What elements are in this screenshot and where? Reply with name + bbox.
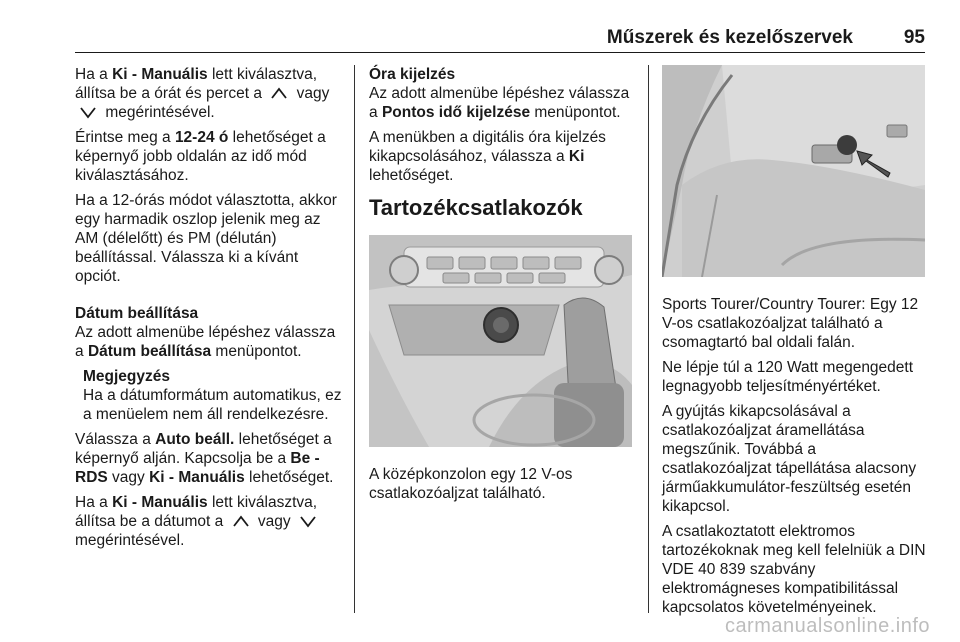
- paragraph: Az adott almenübe lépéshez válassza a Pontos idő kijelzése menüpontot.: [369, 85, 630, 121]
- paragraph: Az adott almenübe lépéshez válassza a Dátum beállítása menüpontot.: [75, 324, 336, 360]
- note-heading: Megjegyzés: [83, 368, 171, 385]
- column-divider: [648, 65, 649, 613]
- note-box: [75, 367, 343, 424]
- paragraph: Válassza a Auto beáll. lehetőséget a képernyő alján. Kapcsolja be a Be - RDS vagy Ki - Manuális lehetőséget.: [75, 431, 334, 486]
- column-right: [662, 65, 928, 623]
- console-socket-image: [369, 235, 632, 447]
- paragraph: Ha a Ki - Manuális lett kiválasztva, állítsa be a dátumot a vagy megérintésével.: [75, 494, 318, 549]
- note-text: Ha a dátumformátum automatikus, ez a menüelem nem áll rendelkezésre.: [83, 387, 342, 423]
- paragraph: Ha a 12-órás módot választotta, akkor egy harmadik oszlop jelenik meg az AM (délelőtt) és PM (délután) beállítással. Válassza ki a kívánt opciót.: [75, 192, 337, 285]
- paragraph: A menükben a digitális óra kijelzés kikapcsolásához, válassza a Ki lehetőséget.: [369, 129, 606, 184]
- clock-heading: Óra kijelzés: [369, 66, 456, 83]
- section-title: Tartozékcsatlakozók: [369, 195, 583, 220]
- paragraph: A csatlakoztatott elektromos tartozékoknak meg kell felelniük a DIN VDE 40 839 szabvány elektromágneses kompatibilitással kapcsolatos követelményeinek.: [662, 523, 926, 616]
- paragraph: Ha a Ki - Manuális lett kiválasztva, állítsa be a órát és percet a vagy megérintésével.: [75, 66, 330, 121]
- column-left: [75, 65, 343, 556]
- page-number: 95: [903, 27, 925, 48]
- paragraph: A gyújtás kikapcsolásával a csatlakozóaljzat áramellátása megszűnik. Továbbá a csatlakozóaljzat tápellátása alacsony járműakkumulátor-feszültség esetén kikapcsol.: [662, 403, 917, 515]
- column-middle: [369, 65, 635, 509]
- figure-caption: A középkonzolon egy 12 V-os csatlakozóaljzat található.: [369, 466, 573, 502]
- chevron-down-icon: [299, 514, 317, 528]
- chevron-down-icon: [79, 105, 97, 119]
- column-divider: [354, 65, 355, 613]
- chevron-up-icon: [232, 514, 250, 528]
- paragraph: Érintse meg a 12-24 ó lehetőséget a képernyő jobb oldalán az idő mód kiválasztásához.: [75, 129, 326, 184]
- paragraph: Ne lépje túl a 120 Watt megengedett legnagyobb teljesítményértéket.: [662, 359, 914, 395]
- header-title: Műszerek és kezelőszervek: [606, 27, 853, 48]
- watermark: carmanualsonline.info: [724, 615, 930, 637]
- figure-caption: Sports Tourer/Country Tourer: Egy 12 V-os csatlakozóaljzat található a csomagtartó bal oldali falán.: [662, 296, 919, 351]
- chevron-up-icon: [270, 86, 288, 100]
- page-header: [75, 28, 925, 53]
- date-heading: Dátum beállítása: [75, 305, 199, 322]
- trunk-socket-image: [662, 65, 925, 277]
